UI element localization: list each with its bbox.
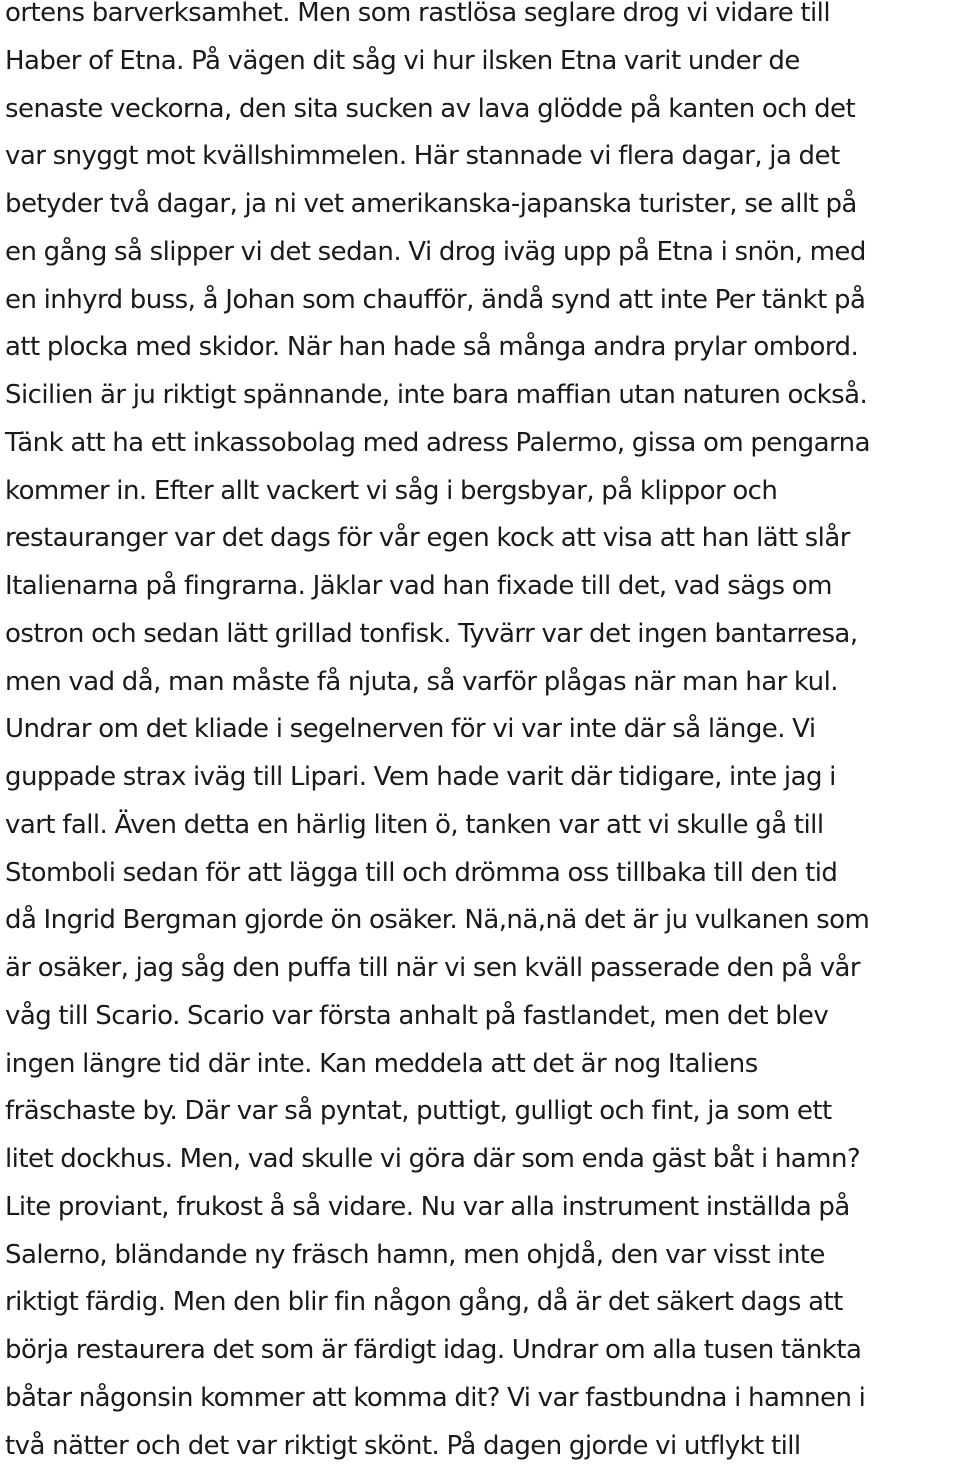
text-line: börja restaurera det som är färdigt idag. Undrar om alla tusen tänkta xyxy=(5,1327,960,1375)
text-line: riktigt färdig. Men den blir fin någon gång, då är det säkert dags att xyxy=(5,1279,960,1327)
text-line: ingen längre tid där inte. Kan meddela att det är nog Italiens xyxy=(5,1041,960,1089)
text-line: båtar någonsin kommer att komma dit? Vi var fastbundna i hamnen i xyxy=(5,1375,960,1423)
text-line: ortens barverksamhet. Men som rastlösa seglare drog vi vidare till xyxy=(5,0,960,38)
text-line: kommer in. Efter allt vackert vi såg i bergsbyar, på klippor och xyxy=(5,468,960,516)
text-line: Salerno, bländande ny fräsch hamn, men ohjdå, den var visst inte xyxy=(5,1232,960,1280)
text-line: guppade strax iväg till Lipari. Vem hade varit där tidigare, inte jag i xyxy=(5,754,960,802)
text-line: två nätter och det var riktigt skönt. På dagen gjorde vi utflykt till xyxy=(5,1423,960,1470)
text-line: betyder två dagar, ja ni vet amerikanska-japanska turister, se allt på xyxy=(5,181,960,229)
text-line: Stomboli sedan för att lägga till och drömma oss tillbaka till den tid xyxy=(5,850,960,898)
text-line: litet dockhus. Men, vad skulle vi göra där som enda gäst båt i hamn? xyxy=(5,1136,960,1184)
text-line: restauranger var det dags för vår egen kock att visa att han lätt slår xyxy=(5,515,960,563)
text-line: men vad då, man måste få njuta, så varför plågas när man har kul. xyxy=(5,659,960,707)
text-line: Lite proviant, frukost å så vidare. Nu var alla instrument inställda på xyxy=(5,1184,960,1232)
text-line: Tänk att ha ett inkassobolag med adress Palermo, gissa om pengarna xyxy=(5,420,960,468)
text-line: var snyggt mot kvällshimmelen. Här stannade vi flera dagar, ja det xyxy=(5,133,960,181)
text-line: Sicilien är ju riktigt spännande, inte bara maffian utan naturen också. xyxy=(5,372,960,420)
text-line: då Ingrid Bergman gjorde ön osäker. Nä,nä,nä det är ju vulkanen som xyxy=(5,897,960,945)
text-line: Haber of Etna. På vägen dit såg vi hur ilsken Etna varit under de xyxy=(5,38,960,86)
text-line: fräschaste by. Där var så pyntat, puttigt, gulligt och fint, ja som ett xyxy=(5,1088,960,1136)
text-line: ostron och sedan lätt grillad tonfisk. Tyvärr var det ingen bantarresa, xyxy=(5,611,960,659)
text-line: en inhyrd buss, å Johan som chaufför, ändå synd att inte Per tänkt på xyxy=(5,277,960,325)
text-line: vart fall. Även detta en härlig liten ö, tanken var att vi skulle gå till xyxy=(5,802,960,850)
text-line: våg till Scario. Scario var första anhalt på fastlandet, men det blev xyxy=(5,993,960,1041)
text-line: är osäker, jag såg den puffa till när vi sen kväll passerade den på vår xyxy=(5,945,960,993)
text-line: Undrar om det kliade i segelnerven för vi var inte där så länge. Vi xyxy=(5,706,960,754)
text-line: Italienarna på fingrarna. Jäklar vad han fixade till det, vad sägs om xyxy=(5,563,960,611)
document-page xyxy=(5,0,960,1470)
text-line: att plocka med skidor. När han hade så många andra prylar ombord. xyxy=(5,324,960,372)
text-line: en gång så slipper vi det sedan. Vi drog iväg upp på Etna i snön, med xyxy=(5,229,960,277)
text-line: senaste veckorna, den sita sucken av lava glödde på kanten och det xyxy=(5,86,960,134)
